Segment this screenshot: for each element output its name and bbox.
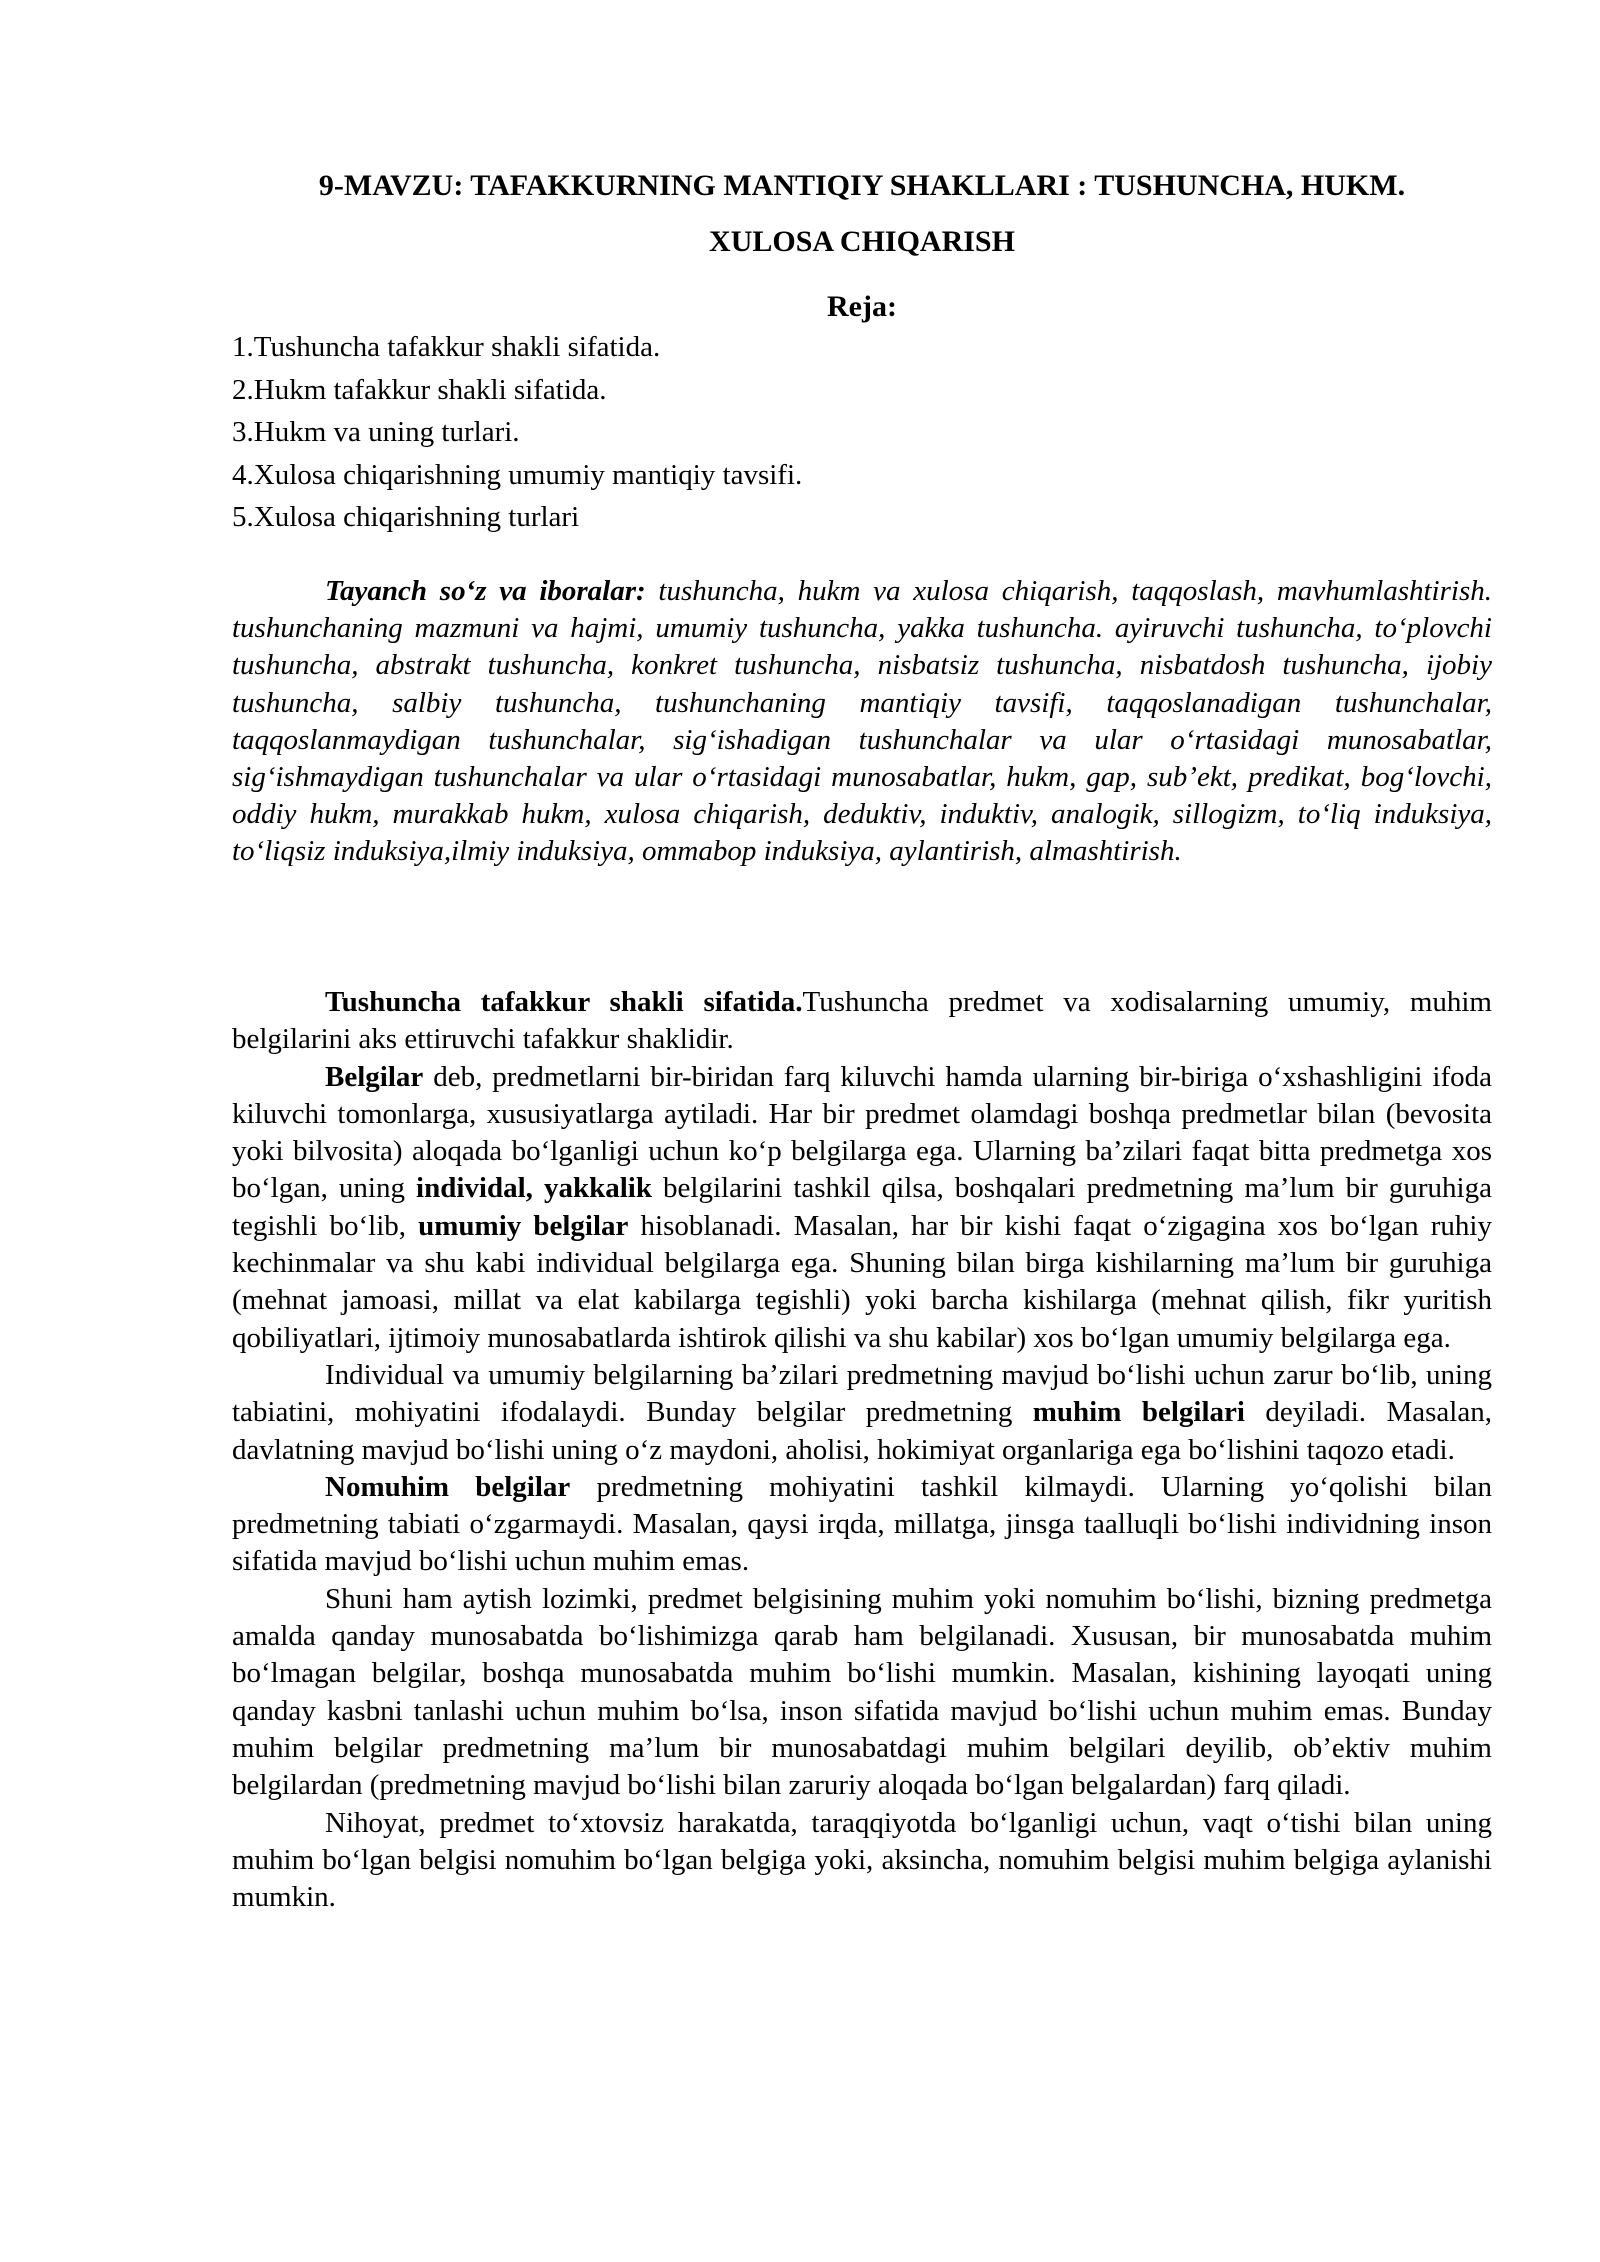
paragraph-belgilar bbox=[232, 1059, 1492, 1357]
document-title bbox=[232, 158, 1492, 270]
title-line-2: XULOSA CHIQARISH bbox=[709, 225, 1015, 258]
body-text bbox=[232, 984, 1492, 1916]
title-line-1: 9-MAVZU: TAFAKKURNING MANTIQIY SHAKLLARI : TUSHUNCHA, HUKM. bbox=[318, 169, 1406, 202]
plan-item: 1.Tushuncha tafakkur shakli sifatida. bbox=[232, 331, 661, 363]
paragraph-nomuhim-belgilar bbox=[232, 1469, 1492, 1581]
keywords-paragraph bbox=[232, 573, 1492, 871]
plan-list bbox=[232, 326, 802, 539]
term-muhim-belgilari: muhim belgilari bbox=[1032, 1396, 1245, 1429]
plan-item: 4.Xulosa chiqarishning umumiy mantiqiy tavsifi. bbox=[232, 458, 803, 491]
keywords-label: Tayanch so‘z va iboralar: bbox=[325, 575, 646, 607]
term-nomuhim-belgilar: Nomuhim belgilar bbox=[325, 1470, 571, 1503]
term-umumiy-belgilar: umumiy belgilar bbox=[418, 1209, 629, 1242]
paragraph-tushuncha bbox=[232, 984, 1492, 1059]
plan-item: 3.Hukm va uning turlari. bbox=[232, 416, 520, 448]
paragraph-munosabat: Shuni ham aytish lozimki, predmet belgisining muhim yoki nomuhim bo‘lishi, bizning predmetga amalda qanday munosabatda bo‘lishimizga qarab ham belgilanadi. Xususan, bir munosabatda muhim bo‘lmagan belgilar, boshqa munosabatda muhim bo‘lishi mumkin. Masalan, kishining layoqati uning qanday kasbni tanlashi uchun muhim bo‘lsa, inson sifatida mavjud bo‘lishi uchun muhim emas. Bunday muhim belgilar predmetning ma’lum bir munosabatdagi muhim belgilari deyilib, ob’ektiv muhim belgilardan (predmetning mavjud bo‘lishi bilan zaruriy aloqada bo‘lgan belgalardan) farq qiladi. bbox=[232, 1582, 1492, 1802]
keywords-text: tushuncha, hukm va xulosa chiqarish, taqqoslash, mavhumlashtirish. tushunchaning mazmuni va hajmi, umumiy tushuncha, yakka tushuncha. ayiruvchi tushuncha, to‘plovchi tushuncha, abstrakt tushuncha, konkret tushuncha, nisbatsiz tushuncha, nisbatdosh tushuncha, ijobiy tushuncha, salbiy tushuncha, tushunchaning mantiqiy tavsifi, taqqoslanadigan tushunchalar, taqqoslanmaydigan tushunchalar, sig‘ishadigan tushunchalar va ular o‘rtasidagi munosabatlar, sig‘ishmaydigan tushunchalar va ular o‘rtasidagi munosabatlar, hukm, gap, sub’ekt, predikat, bog‘lovchi, oddiy hukm, murakkab hukm, xulosa chiqarish, deduktiv, induktiv, analogik, sillogizm, to‘liq induksiya, to‘liqsiz induksiya,ilmiy induksiya, ommabop induksiya, aylantirish, almashtirish. bbox=[232, 575, 1492, 868]
paragraph-text: Individual va umumiy belgilarning ba’zilari predmetning mavjud bo‘lishi uchun zarur bo‘lib, uning tabiatini, mohiyatini ifodalaydi. Bunday belgilar predmetning bbox=[232, 1358, 1492, 1429]
paragraph-text: deb, predmetlarni bir-biridan farq kiluvchi hamda ularning bir-biriga o‘xshashligini ifoda kiluvchi tomonlarga, xususiyatlarga aytiladi. Har bir predmet olamdagi boshqa predmetlar bilan (bevosita yoki bilvosita) aloqada bo‘lganligi uchun ko‘p belgilarga ega. Ularning ba’zilari faqat bitta predmetga xos bo‘lgan, uning bbox=[232, 1060, 1492, 1205]
paragraph-text: belgilarini tashkil qilsa, boshqalari predmetning ma’lum bir guruhiga tegishli bo‘lib, bbox=[232, 1172, 1492, 1242]
paragraph-text: Tushuncha predmet va xodisalarning umumiy, muhim belgilarini aks ettiruvchi tafakkur shaklidir. bbox=[232, 986, 1492, 1056]
plan-item: 2.Hukm tafakkur shakli sifatida. bbox=[232, 373, 607, 406]
plan-heading: Reja: bbox=[827, 290, 897, 323]
paragraph-muhim-belgilar bbox=[232, 1357, 1492, 1469]
section-heading: Tushuncha tafakkur shakli sifatida. bbox=[325, 986, 803, 1018]
term-individual: individal, yakkalik bbox=[416, 1172, 652, 1205]
term-belgilar: Belgilar bbox=[325, 1060, 424, 1093]
paragraph-text: predmetning mohiyatini tashkil kilmaydi. Ularning yo‘qolishi bilan predmetning tabiati o‘zgarmaydi. Masalan, qaysi irqda, millatga, jinsga taalluqli bo‘lishi individning inson sifatida mavjud bo‘lishi uchun muhim emas. bbox=[232, 1470, 1492, 1578]
paragraph-text: deyiladi. Masalan, davlatning mavjud bo‘lishi uning o‘z maydoni, aholisi, hokimiyat organlariga ega bo‘lishini taqozo etadi. bbox=[232, 1396, 1492, 1466]
paragraph-nihoyat: Nihoyat, predmet to‘xtovsiz harakatda, taraqqiyotda bo‘lganligi uchun, vaqt o‘tishi bilan uning muhim bo‘lgan belgisi nomuhim bo‘lgan belgiga yoki, aksincha, nomuhim belgisi muhim belgiga aylanishi mumkin. bbox=[232, 1806, 1492, 1914]
paragraph-text: hisoblanadi. Masalan, har bir kishi faqat o‘zigagina xos bo‘lgan ruhiy kechinmalar va shu kabi individual belgilarga ega. Shuning bilan birga kishilarning ma’lum bir guruhiga (mehnat jamoasi, millat va elat kabilarga tegishli) yoki barcha kishilarga (mehnat qilish, fikr yuritish qobiliyatlari, ijtimoiy munosabatlarda ishtirok qilishi va shu kabilar) xos bo‘lgan umumiy belgilarga ega. bbox=[232, 1209, 1492, 1354]
plan-item: 5.Xulosa chiqarishning turlari bbox=[232, 501, 580, 533]
